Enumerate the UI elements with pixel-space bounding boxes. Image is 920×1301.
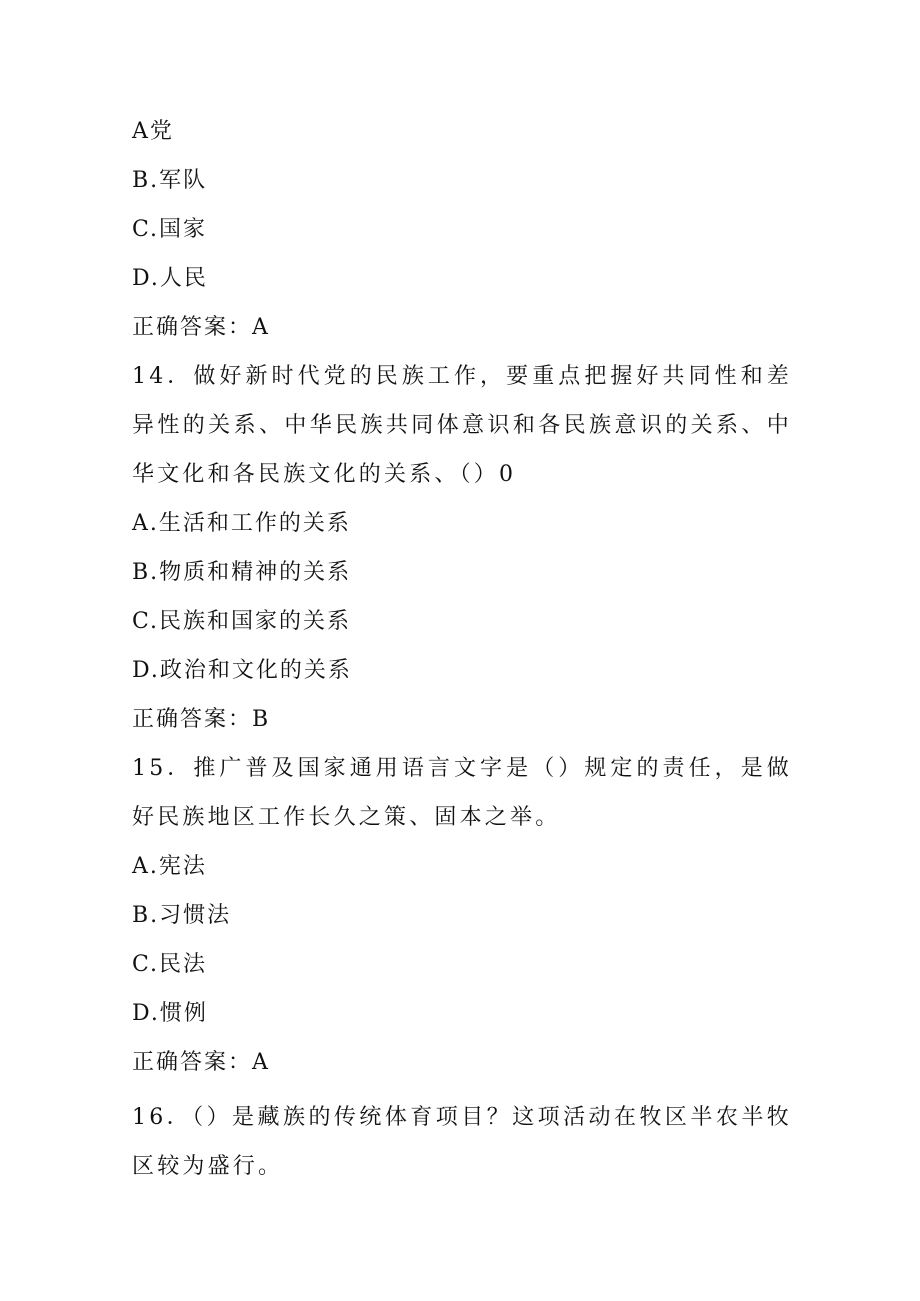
correct-answer: 正确答案：A bbox=[132, 1050, 270, 1075]
correct-answer: 正确答案：A bbox=[132, 315, 270, 340]
option-d: D.人民 bbox=[132, 266, 208, 291]
option-a: A.生活和工作的关系 bbox=[132, 511, 351, 536]
question-text: 16．（）是藏族的传统体育项目？这项活动在牧区半农半牧区较为盛行。 bbox=[132, 1105, 792, 1179]
option-b: B.军队 bbox=[132, 168, 208, 193]
question-text: 15．推广普及国家通用语言文字是（）规定的责任，是做好民族地区工作长久之策、固本之举。 bbox=[132, 756, 792, 830]
question-text: 14．做好新时代党的民族工作，要重点把握好共同性和差异性的关系、中华民族共同体意识和各民族意识的关系、中华文化和各民族文化的关系、（）0 bbox=[132, 364, 792, 487]
option-c: C.民族和国家的关系 bbox=[132, 609, 352, 634]
option-a: A.宪法 bbox=[132, 854, 207, 879]
option-b: B.物质和精神的关系 bbox=[132, 560, 352, 585]
option-b: B.习惯法 bbox=[132, 903, 232, 928]
option-d: D.政治和文化的关系 bbox=[132, 658, 352, 683]
question-16 bbox=[132, 1093, 792, 1191]
option-c: C.国家 bbox=[132, 217, 208, 242]
option-a: A党 bbox=[132, 119, 174, 144]
option-d: D.惯例 bbox=[132, 1001, 208, 1026]
option-c: C.民法 bbox=[132, 952, 208, 977]
correct-answer: 正确答案：B bbox=[132, 707, 271, 732]
document-page bbox=[132, 107, 792, 1191]
question-14 bbox=[132, 352, 792, 744]
question-15 bbox=[132, 744, 792, 1087]
question-13-tail bbox=[132, 107, 792, 352]
